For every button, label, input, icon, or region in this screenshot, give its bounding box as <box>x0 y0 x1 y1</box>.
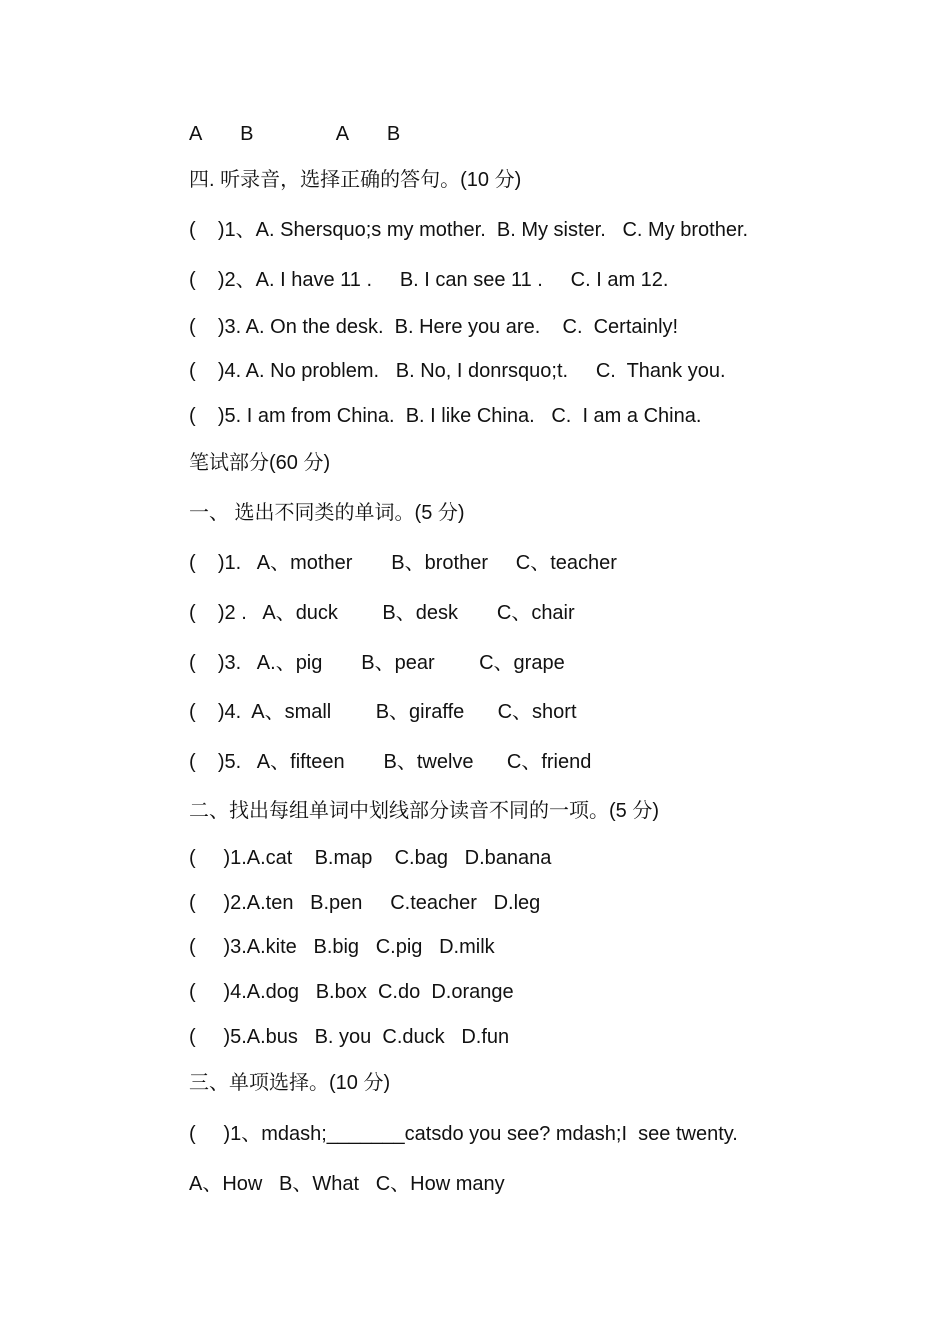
section-heading-multiple-choice: 三、单项选择。(10 分) <box>189 1072 391 1094</box>
question-line: ( )2.A.ten B.pen C.teacher D.leg <box>189 892 541 914</box>
question-line: ( )1.A.cat B.map C.bag D.banana <box>189 847 552 869</box>
question-line: ( )2、A. I have 11 . B. I can see 11 . C. I am 12. <box>189 269 669 291</box>
question-line: ( )4. A、small B、giraffe C、short <box>189 701 577 723</box>
question-line: ( )3.A.kite B.big C.pig D.milk <box>189 936 495 958</box>
question-line: ( )3. A.、pig B、pear C、grape <box>189 652 565 674</box>
section-heading-odd-one-out: 一、 选出不同类的单词。(5 分) <box>189 502 465 524</box>
question-line: ( )5. I am from China. B. I like China. C. I am a China. <box>189 405 702 427</box>
answer-options-line: A、How B、What C、How many <box>189 1173 505 1195</box>
answer-options-line: A B A B <box>189 123 401 145</box>
question-line: ( )5. A、fifteen B、twelve C、friend <box>189 751 592 773</box>
question-line: ( )4.A.dog B.box C.do D.orange <box>189 981 514 1003</box>
question-line: ( )1、A. Shersquo;s my mother. B. My sister. C. My brother. <box>189 219 749 241</box>
question-line: ( )1、mdash;_______catsdo you see? mdash;I see twenty. <box>189 1123 738 1145</box>
section-heading-pronunciation: 二、找出每组单词中划线部分读音不同的一项。(5 分) <box>189 800 659 822</box>
section-heading-listening: 四. 听录音，选择正确的答句。(10 分) <box>189 169 522 191</box>
question-line: ( )3. A. On the desk. B. Here you are. C. Certainly! <box>189 316 679 338</box>
question-line: ( )1. A、mother B、brother C、teacher <box>189 552 617 574</box>
question-line: ( )4. A. No problem. B. No, I donrsquo;t. C. Thank you. <box>189 360 726 382</box>
question-line: ( )2 . A、duck B、desk C、chair <box>189 602 575 624</box>
section-heading-written: 笔试部分(60 分) <box>189 452 331 474</box>
question-line: ( )5.A.bus B. you C.duck D.fun <box>189 1026 510 1048</box>
